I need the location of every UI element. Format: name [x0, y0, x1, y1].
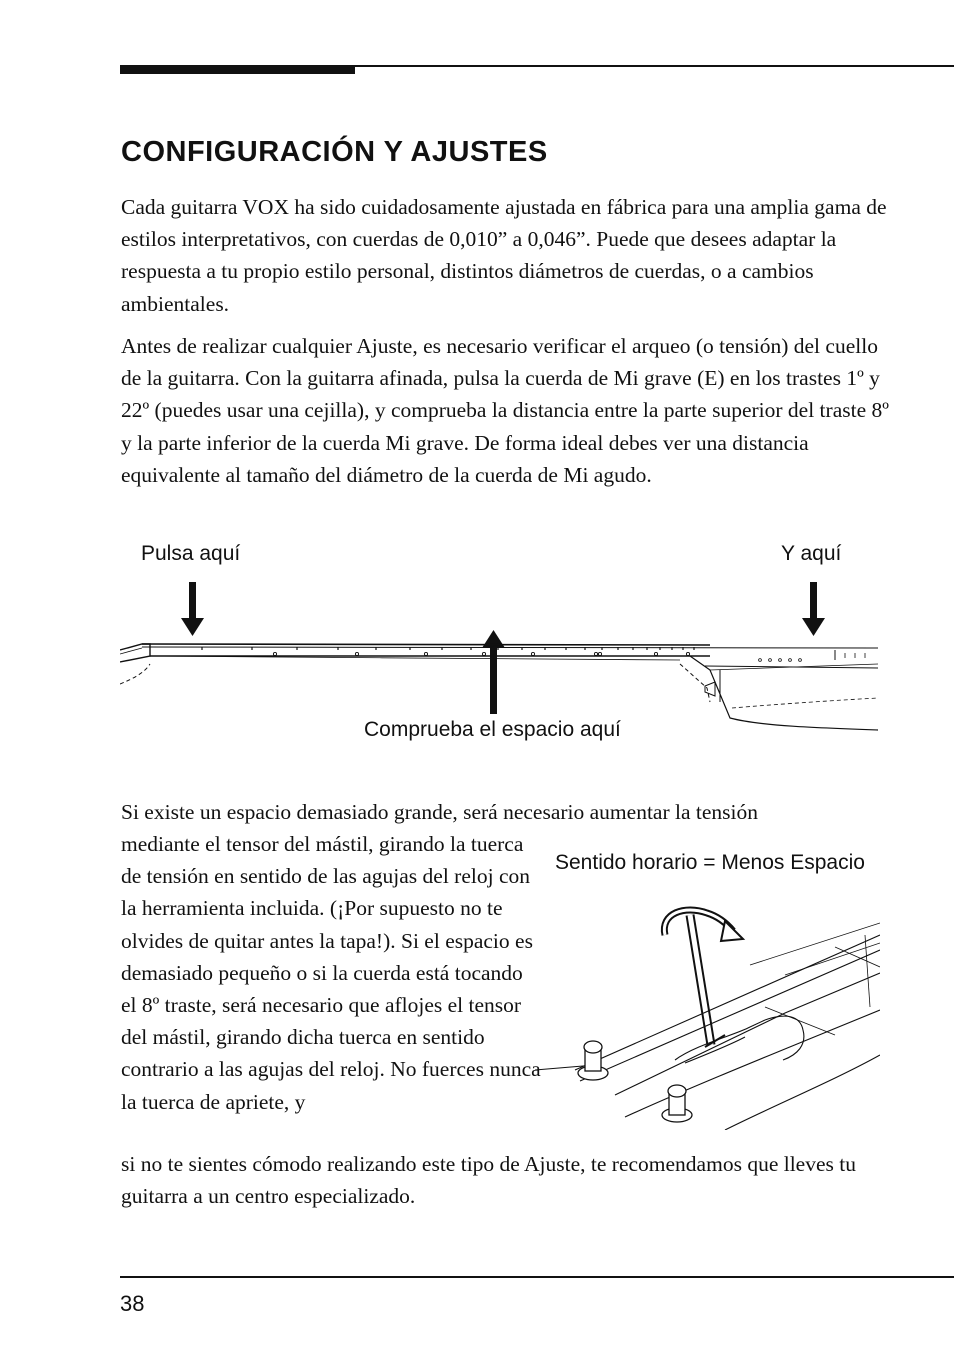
gap-arrow-center-icon	[482, 630, 505, 714]
clockwise-rotation-arrow-icon	[664, 910, 743, 941]
truss-paragraph-first-line: Si existe un espacio demasiado grande, será necesario aumentar la tensión	[121, 800, 759, 824]
page-title: CONFIGURACIÓN Y AJUSTES	[121, 136, 548, 168]
truss-paragraph-tail: si no te sientes cómodo realizando este tipo de Ajuste, te recomendamos que lleves tu guitarra a un centro especializado.	[121, 1152, 856, 1209]
truss-paragraph-wrapped: mediante el tensor del mástil, girando la tuerca de tensión en sentido de las agujas del reloj con la herramienta incluida. (¡Por supuesto no te olvides de quitar antes la tapa!). Si el espacio es demasiado pequeño o si la cuerda está tocando el 8º traste, será necesario que aflojes el tensor del mástil, girando dicha tuerca en sentido contrario a las agujas del reloj. No fuerces nunca la tuerca de apriete, y	[121, 832, 541, 1114]
neck-check-paragraph: Antes de realizar cualquier Ajuste, es necesario verificar el arqueo (o tensión) del cuello de la guitarra. Con la guitarra afinada, pulsa la cuerda de Mi grave (E) en los trastes 1º y 22º (puedes usar una cejilla), y comprueba la distancia entre la parte superior del traste 8º y la parte inferior de la cuerda Mi grave. De forma ideal debes ver una distancia equivalente al tamaño del diámetro de la cuerda de Mi agudo.	[121, 334, 889, 487]
allen-wrench-icon	[690, 915, 725, 1047]
press-here-label: Pulsa aquí	[141, 542, 241, 565]
check-gap-label: Comprueba el espacio aquí	[364, 718, 621, 741]
header-rule-accent	[120, 66, 355, 74]
intro-paragraph: Cada guitarra VOX ha sido cuidadosamente ajustada en fábrica para una amplia gama de estilos interpretativos, con cuerdas de 0,010” a 0,046”. Puede que desees adaptar la respuesta a tu propio estilo personal, distintos diámetros de cuerdas, o a cambios ambientales.	[121, 195, 887, 316]
page-number: 38	[120, 1291, 145, 1316]
and-here-label: Y aquí	[781, 542, 842, 565]
press-arrow-right-icon	[802, 582, 825, 636]
clockwise-less-gap-label: Sentido horario = Menos Espacio	[555, 851, 865, 874]
press-arrow-left-icon	[181, 582, 204, 636]
footer-rule	[120, 1276, 954, 1278]
tuning-post-icon	[578, 1041, 608, 1080]
truss-rod-adjustment-illustration	[535, 895, 880, 1130]
tuning-post-icon	[662, 1085, 692, 1122]
